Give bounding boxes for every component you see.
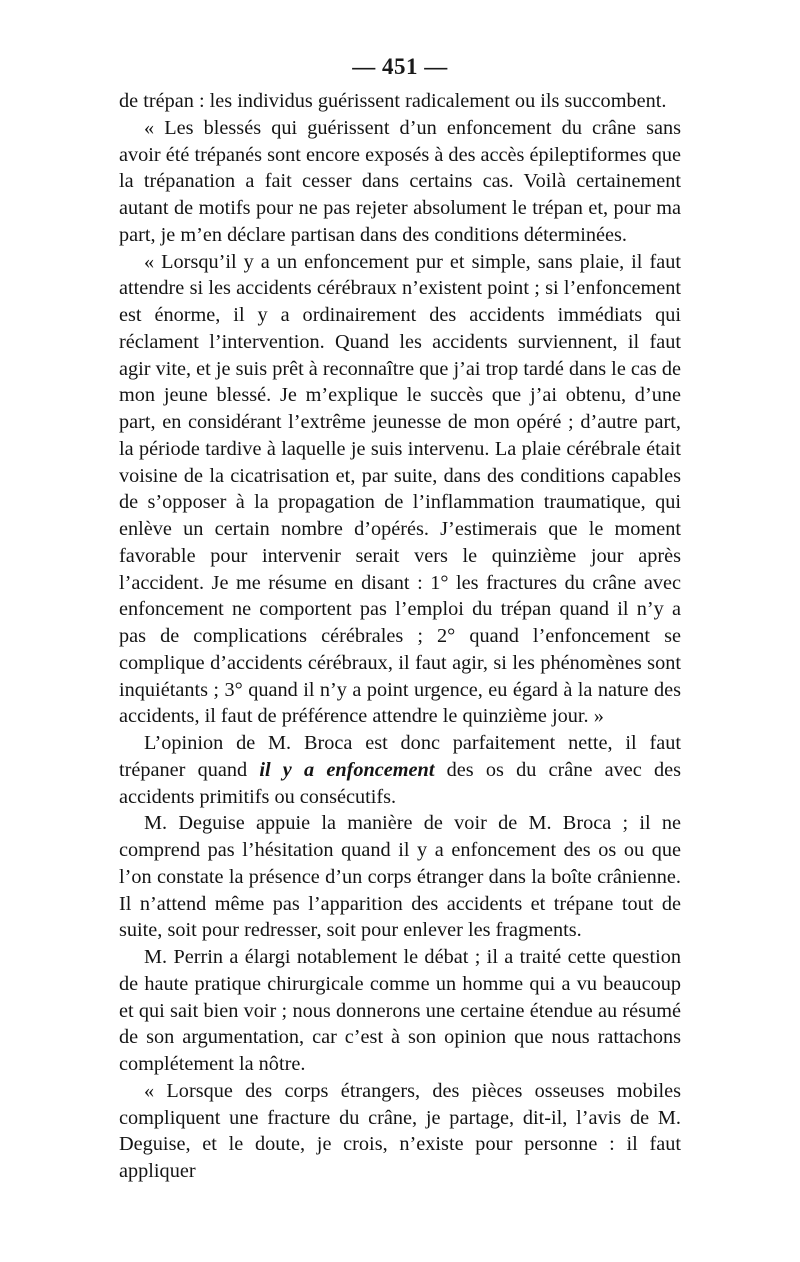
paragraph <box>119 88 681 115</box>
paragraph-text: « Lorsque des corps étrangers, des pièces osseuses mobiles compliquent une fracture du crâne, je partage, dit-il, l’avis de M. Deguise, et le doute, je crois, n’existe pour personne : il faut appliquer <box>119 1079 681 1182</box>
paragraph <box>119 730 681 810</box>
paragraph-text: « Les blessés qui guérissent d’un enfoncement du crâne sans avoir été trépanés sont encore exposés à des accès épileptiformes que la trépanation a fait cesser dans certains cas. Voilà certainement autant de motifs pour ne pas rejeter absolument le trépan et, pour ma part, je m’en déclare partisan dans des conditions déterminées. <box>119 116 682 246</box>
paragraph <box>119 249 681 731</box>
paragraph-text: des os du crâne avec des accidents primitifs ou consécutifs. <box>119 758 681 808</box>
emphasis-text: il y a enfoncement <box>259 758 435 781</box>
page-number: — 451 — <box>352 54 448 79</box>
paragraph-text: L’opinion de M. Broca est donc parfaitement nette, il faut trépaner quand <box>119 732 681 781</box>
paragraph-text: de trépan : les individus guérissent radicalement ou ils succombent. <box>119 90 667 112</box>
paragraph-text: M. Perrin a élargi notablement le débat ; il a traité cette question de haute pratique chirurgicale comme un homme qui a vu beaucoup et qui sait bien voir ; nous donnerons une certaine étendue au résumé de son argumentation, car c’est à son opinion que nous rattachons complétement la nôtre. <box>119 946 681 1075</box>
paragraph <box>119 1078 681 1185</box>
paragraph <box>119 115 681 249</box>
paragraph <box>119 810 681 944</box>
paragraph-text: « Lorsqu’il y a un enfoncement pur et simple, sans plaie, il faut attendre si les accidents cérébraux n’existent point ; si l’enfoncement est énorme, il y a ordinairement des accidents immédiats qui réclament l’intervention. Quand les accidents surviennent, il faut agir vite, et je suis prêt à reconnaître que j’ai trop tardé dans le cas de mon jeune blessé. Je m’explique le succès que j’ai obtenu, d’une part, en considérant l’extrême jeunesse de mon opéré ; d’autre part, la période tardive à laquelle je suis intervenu. La plaie cérébrale était voisine de la cicatrisation et, par suite, dans des conditions capables de s’opposer à la propagation de l’inflammation traumatique, qui enlève un certain nombre d’opérés. J’estimerais que le moment favorable pour intervenir serait vers le quinzième jour après l’accident. Je me résume en disant : 1° les fractures du crâne avec enfoncement ne comportent pas l’emploi du trépan quand il n’y a pas de complications cérébrales ; 2° quand l’enfoncement se complique d’accidents cérébraux, il faut agir, si les phénomènes sont inquiétants ; 3° quand il n’y a point urgence, eu égard à la nature des accidents, il faut de préférence attendre le quinzième jour. » <box>119 250 682 728</box>
body-text <box>119 88 681 1185</box>
paragraph-text: M. Deguise appuie la manière de voir de M. Broca ; il ne comprend pas l’hésitation quand il y a enfoncement des os ou que l’on constate la présence d’un corps étranger dans la boîte crânienne. Il n’attend même pas l’apparition des accidents et trépane tout de suite, soit pour redresser, soit pour enlever les fragments. <box>119 812 681 942</box>
paragraph <box>119 944 681 1078</box>
